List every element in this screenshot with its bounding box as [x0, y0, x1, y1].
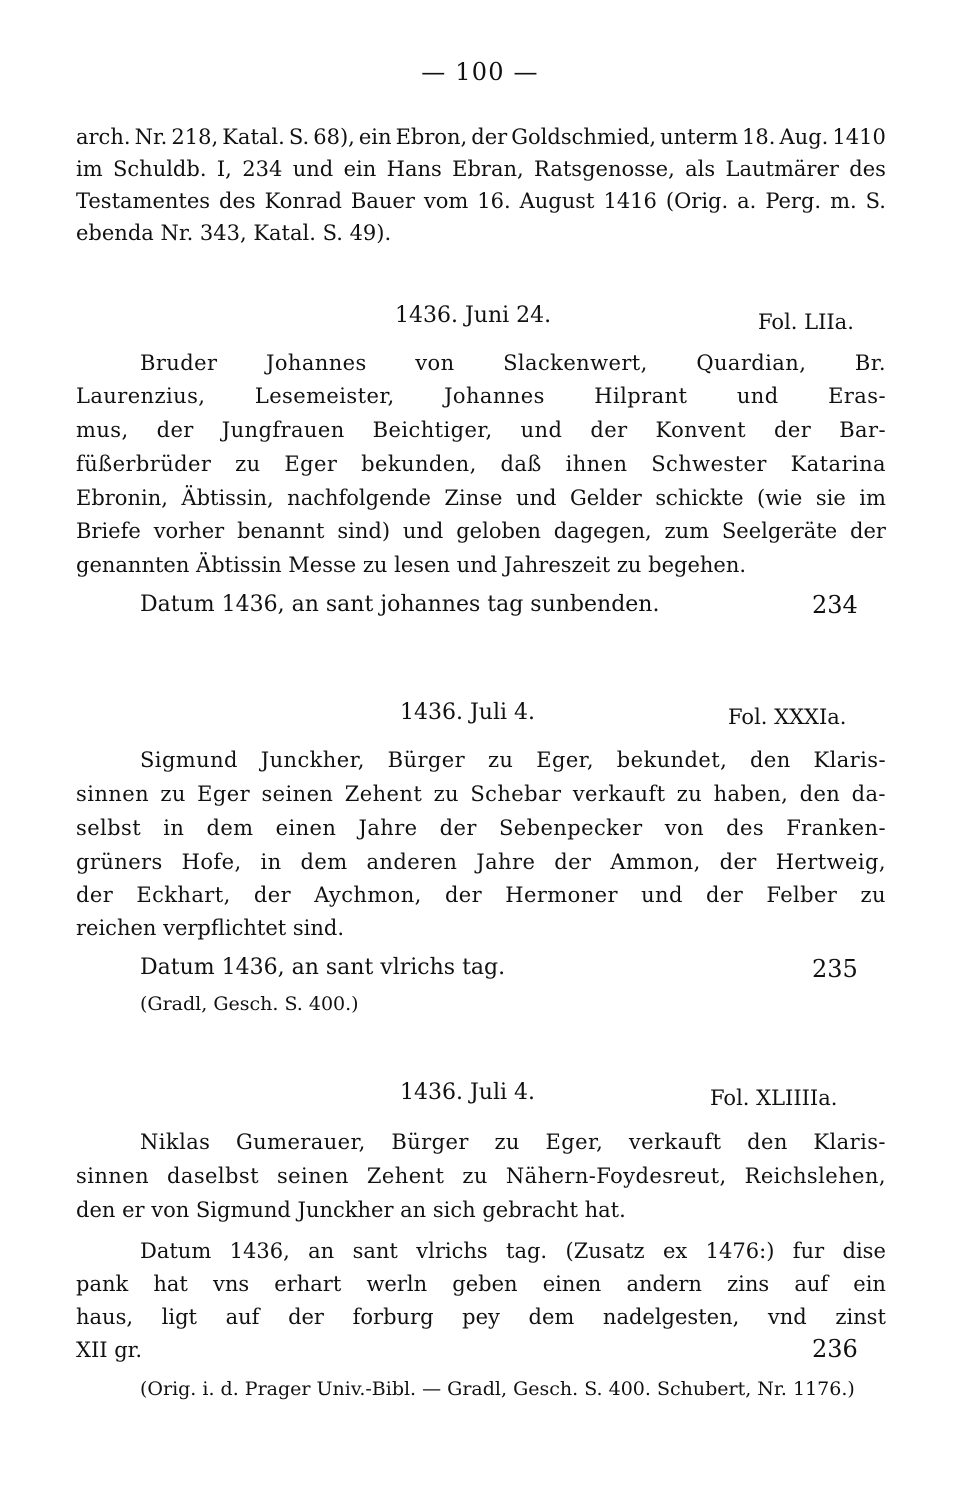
intro-line: arch. Nr. 218, Katal. S. 68), ein Ebron, der Goldschmied, unterm 18. Aug. 1410: [76, 125, 886, 149]
intro-line: Testamentes des Konrad Bauer vom 16. August 1416 (Orig. a. Perg. m. S.: [76, 189, 886, 213]
entry-body-line: sinnen zu Eger seinen Zehent zu Schebar verkauft zu haben, den da-: [76, 782, 886, 806]
entry-datum: Datum 1436, an sant johannes tag sunbenden.: [140, 592, 660, 617]
entry-date: 1436. Juni 24.: [395, 303, 552, 328]
entry-folio: Fol. XLIIIIa.: [710, 1086, 838, 1110]
entry-folio: Fol. XXXIa.: [728, 705, 847, 729]
entry-body-line: Briefe vorher benannt sind) und geloben dagegen, zum Seelgeräte der: [76, 519, 886, 543]
entry-folio: Fol. LIIa.: [758, 310, 854, 334]
entry-source: (Orig. i. d. Prager Univ.-Bibl. — Gradl, Gesch. S. 400. Schubert, Nr. 1176.): [140, 1378, 855, 1400]
entry-body-line: sinnen daselbst seinen Zehent zu Nähern-Foydesreut, Reichslehen,: [76, 1164, 886, 1188]
entry-datum: Datum 1436, an sant vlrichs tag.: [140, 955, 506, 980]
entry-body-line: Bruder Johannes von Slackenwert, Quardian, Br.: [140, 351, 886, 375]
entry-body-line: den er von Sigmund Junckher an sich gebracht hat.: [76, 1198, 626, 1222]
entry-number: 234: [812, 591, 858, 619]
entry-datum-line: Datum 1436, an sant vlrichs tag. (Zusatz ex 1476:) fur dise: [140, 1239, 886, 1263]
entry-body-line: Laurenzius, Lesemeister, Johannes Hilprant und Eras-: [76, 384, 886, 408]
entry-body-line: Niklas Gumerauer, Bürger zu Eger, verkauft den Klaris-: [140, 1130, 886, 1154]
entry-body-line: grüners Hofe, in dem anderen Jahre der Ammon, der Hertweig,: [76, 850, 886, 874]
entry-body-line: reichen verpflichtet sind.: [76, 916, 344, 940]
entry-date: 1436. Juli 4.: [400, 1080, 536, 1105]
entry-datum-line: XII gr.: [76, 1338, 143, 1362]
entry-body-line: füßerbrüder zu Eger bekunden, daß ihnen Schwester Katarina: [76, 452, 886, 476]
entry-datum-line: haus, ligt auf der forburg pey dem nadelgesten, vnd zinst: [76, 1305, 886, 1329]
entry-number: 236: [812, 1335, 858, 1363]
entry-source: (Gradl, Gesch. S. 400.): [140, 993, 359, 1015]
intro-line: im Schuldb. I, 234 und ein Hans Ebran, Ratsgenosse, als Lautmärer des: [76, 157, 886, 181]
entry-body-line: Sigmund Junckher, Bürger zu Eger, bekundet, den Klaris-: [140, 748, 886, 772]
entry-body-line: mus, der Jungfrauen Beichtiger, und der Konvent der Bar-: [76, 418, 886, 442]
intro-line: ebenda Nr. 343, Katal. S. 49).: [76, 221, 392, 245]
entry-body-line: der Eckhart, der Aychmon, der Hermoner und der Felber zu: [76, 883, 886, 907]
entry-body-line: genannten Äbtissin Messe zu lesen und Jahreszeit zu begehen.: [76, 553, 747, 577]
entry-body-line: Ebronin, Äbtissin, nachfolgende Zinse und Gelder schickte (wie sie im: [76, 486, 886, 510]
entry-body-line: selbst in dem einen Jahre der Sebenpecker von des Franken-: [76, 816, 886, 840]
entry-datum-line: pank hat vns erhart werln geben einen andern zins auf ein: [76, 1272, 886, 1296]
entry-number: 235: [812, 955, 858, 983]
entry-date: 1436. Juli 4.: [400, 700, 536, 725]
page-number: — 100 —: [421, 58, 539, 86]
